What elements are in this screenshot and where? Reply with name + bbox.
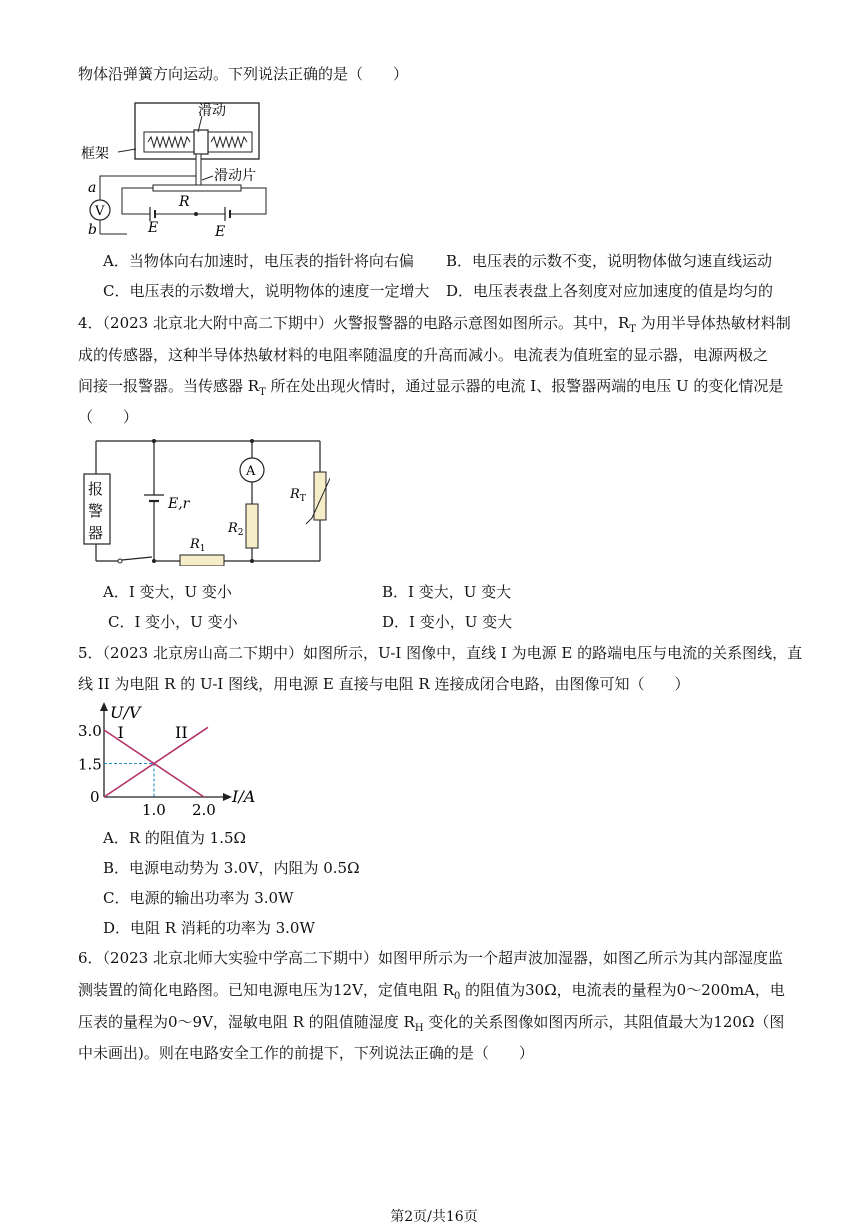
label-source: E,r bbox=[168, 496, 190, 512]
q4-option-d: D．I 变小，U 变大 bbox=[382, 613, 513, 631]
terminal-b: b bbox=[88, 222, 97, 238]
q4-option-a: A．I 变大，U 变小 bbox=[103, 583, 232, 601]
q4-line4: （ ） bbox=[78, 408, 139, 426]
label-R2: $R_2$ bbox=[228, 521, 244, 538]
q5-option-d: D．电阻 R 消耗的功率为 3.0W bbox=[103, 919, 315, 937]
y-axis-arrow bbox=[100, 702, 108, 711]
q3-option-d: D．电压表表盘上各刻度对应加速度的值是均匀的 bbox=[446, 282, 774, 300]
q3-stem: 物体沿弹簧方向运动。下列说法正确的是（ ） bbox=[78, 65, 409, 83]
q4-line1: 4．（2023 北京北大附中高二下期中）火警报警器的电路示意图如图所示。其中，$R_T$ 为用半导体热敏材料制 bbox=[78, 314, 791, 335]
alarm-char-1: 报 bbox=[88, 480, 104, 498]
q3-option-a: A．当物体向右加速时，电压表的指针将向右偏 bbox=[103, 252, 414, 270]
series-label-2: II bbox=[175, 722, 188, 742]
q3-figure bbox=[78, 94, 278, 242]
label-slide-piece: 滑动片 bbox=[214, 168, 256, 184]
q4-figure bbox=[80, 436, 330, 566]
y-tick-1: 3.0 bbox=[78, 722, 102, 740]
terminal-a: a bbox=[88, 180, 97, 196]
q4-line2: 成的传感器，这种半导体热敏材料的电阻率随温度的升高而减小。电流表为值班室的显示器，电源两极之 bbox=[78, 346, 769, 364]
q4-option-c: C．I 变小，U 变小 bbox=[108, 613, 238, 631]
alarm-char-2: 警 bbox=[88, 502, 104, 520]
voltmeter-label: V bbox=[95, 204, 105, 219]
q6-line3: 压表的量程为0～9V，湿敏电阻 R 的阻值随湿度 $R_H$ 变化的关系图像如图丙所示，其阻值最大为120Ω（图 bbox=[78, 1013, 785, 1034]
q3-option-c: C．电压表的示数增大，说明物体的速度一定增大 bbox=[103, 282, 430, 300]
q5-line1: 5．（2023 北京房山高二下期中）如图所示，U-I 图像中，直线 I 为电源 E 的路端电压与电流的关系图线，直 bbox=[78, 644, 803, 662]
q4-line3: 间接一报警器。当传感器 $R_T$ 所在处出现火情时，通过显示器的电流 I、报警器两端的电压 U 的变化情况是 bbox=[78, 377, 784, 398]
q6-line4: 中未画出)。则在电路安全工作的前提下，下列说法正确的是（ ） bbox=[78, 1044, 534, 1062]
q5-option-a: A．R 的阻值为 1.5Ω bbox=[103, 829, 246, 847]
label-R1: $R_1$ bbox=[190, 537, 206, 554]
alarm-char-3: 器 bbox=[88, 524, 104, 542]
ui-chart bbox=[78, 700, 278, 815]
page-footer: 第2页/共16页 bbox=[390, 1209, 478, 1225]
x-axis-arrow bbox=[223, 793, 232, 801]
label-RT: $R_T$ bbox=[290, 487, 306, 504]
label-frame: 框架 bbox=[81, 146, 109, 162]
q4-option-b: B．I 变大，U 变大 bbox=[382, 583, 512, 601]
q5-option-b: B．电源电动势为 3.0V，内阻为 0.5Ω bbox=[103, 859, 360, 877]
x-axis-label: I/A bbox=[232, 787, 256, 806]
q6-line1: 6．（2023 北京北师大实验中学高二下期中）如图甲所示为一个超声波加湿器，如图乙所示为其内部湿度监 bbox=[78, 949, 783, 967]
q3-option-b: B．电压表的示数不变，说明物体做匀速直线运动 bbox=[446, 252, 773, 270]
q5-line2: 线 II 为电阻 R 的 U-I 图线，用电源 E 直接与电阻 R 连接成闭合电路，由图像可知（ ） bbox=[78, 675, 690, 693]
label-E2: E bbox=[215, 224, 226, 240]
y-tick-2: 1.5 bbox=[78, 755, 102, 774]
origin-label: 0 bbox=[90, 788, 100, 806]
y-axis-label: U/V bbox=[110, 703, 141, 722]
q6-line2: 测装置的简化电路图。已知电源电压为12V，定值电阻 $R_0$ 的阻值为30Ω，电流表的量程为0～200mA，电 bbox=[78, 981, 785, 1002]
x-tick-1: 1.0 bbox=[142, 801, 166, 815]
x-tick-2: 2.0 bbox=[192, 801, 216, 815]
label-E1: E bbox=[148, 220, 159, 236]
label-R: R bbox=[179, 194, 190, 210]
ammeter-label: A bbox=[246, 464, 256, 479]
label-slider: 滑动 bbox=[198, 103, 226, 119]
q5-option-c: C．电源的输出功率为 3.0W bbox=[103, 889, 294, 907]
series-label-1: I bbox=[117, 722, 124, 742]
